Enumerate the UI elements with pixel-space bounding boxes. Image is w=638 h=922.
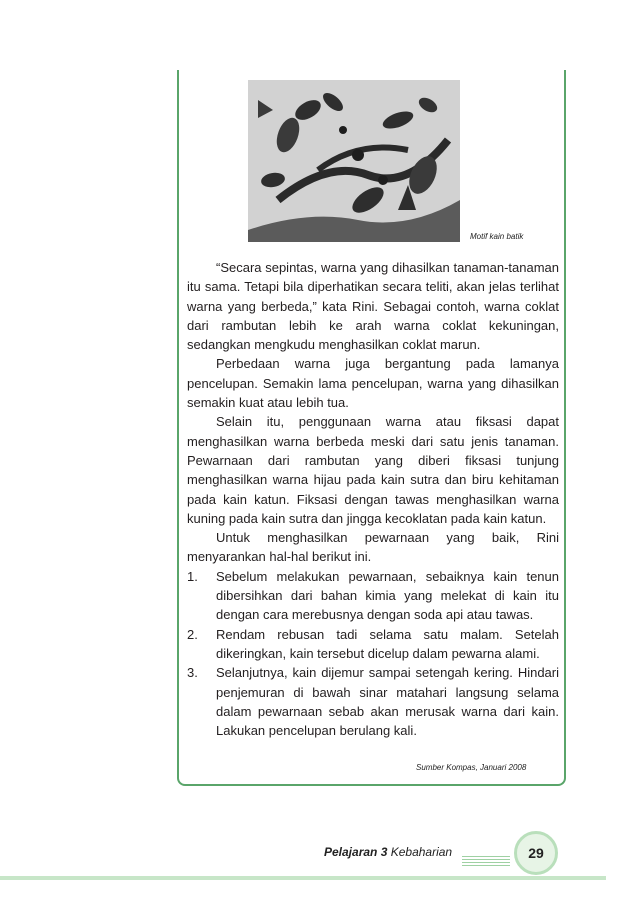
body-text	[187, 258, 559, 740]
source-citation: Sumber Kompas, Januari 2008	[416, 763, 527, 772]
paragraph: Untuk menghasilkan pewarnaan yang baik, Rini menyarankan hal-hal berikut ini.	[187, 530, 559, 565]
paragraph: Selain itu, penggunaan warna atau fiksasi dapat menghasilkan warna berbeda meski dari satu jenis tanaman. Pewarnaan dari rambutan yang diberi fiksasi tunjung menghasilkan warna hijau pada kain sutra dan biru kehitaman pada kain katun. Fiksasi dengan tawas menghasilkan warna kuning pada kain sutra dan jingga kecoklatan pada kain katun.	[187, 414, 559, 526]
paragraph: “Secara sepintas, warna yang dihasilkan tanaman-tanaman itu sama. Tetapi bila diperhatikan secara teliti, akan jelas terlihat warna yang berbeda,” kata Rini. Sebagai contoh, warna coklat dari rambutan lebih ke arah warna coklat kekuningan, sedangkan mengkudu menghasilkan coklat marun.	[187, 260, 559, 353]
paragraph: Perbedaan warna juga bergantung pada lamanya pencelupan. Semakin lama pencelupan, warna yang dihasilkan semakin kuat atau lebih tua.	[187, 356, 559, 411]
page-number: 29	[514, 831, 558, 875]
list-text: Sebelum melakukan pewarnaan, sebaiknya kain tenun dibersihkan dari bahan kimia yang melekat di kain itu dengan cara merebusnya dengan soda api atau tawas.	[216, 568, 559, 623]
figure-caption: Motif kain batik	[470, 232, 524, 241]
batik-photo	[248, 80, 460, 242]
list-text: Rendam rebusan tadi selama satu malam. Setelah dikeringkan, kain tersebut dicelup dalam pewarna alami.	[216, 626, 559, 661]
list-number: 3.	[187, 665, 198, 681]
list-text: Selanjutnya, kain dijemur sampai setengah kering. Hindari penjemuran di bawah sinar matahari langsung selama dalam pewarnaan sebab akan merusak warna dari kain. Lakukan pencelupan berulang kali.	[216, 665, 559, 739]
list-item	[187, 663, 559, 740]
tips-list	[187, 567, 559, 741]
topic-label: Kebaharian	[390, 845, 453, 859]
list-item	[187, 625, 559, 664]
batik-motif-image	[248, 80, 460, 242]
footer-decoration	[462, 856, 510, 868]
footer-divider	[0, 876, 606, 880]
lesson-label: Pelajaran 3	[324, 845, 388, 859]
list-number: 1.	[187, 568, 198, 584]
footer-title	[324, 845, 452, 859]
list-item	[187, 567, 559, 625]
list-number: 2.	[187, 626, 198, 642]
